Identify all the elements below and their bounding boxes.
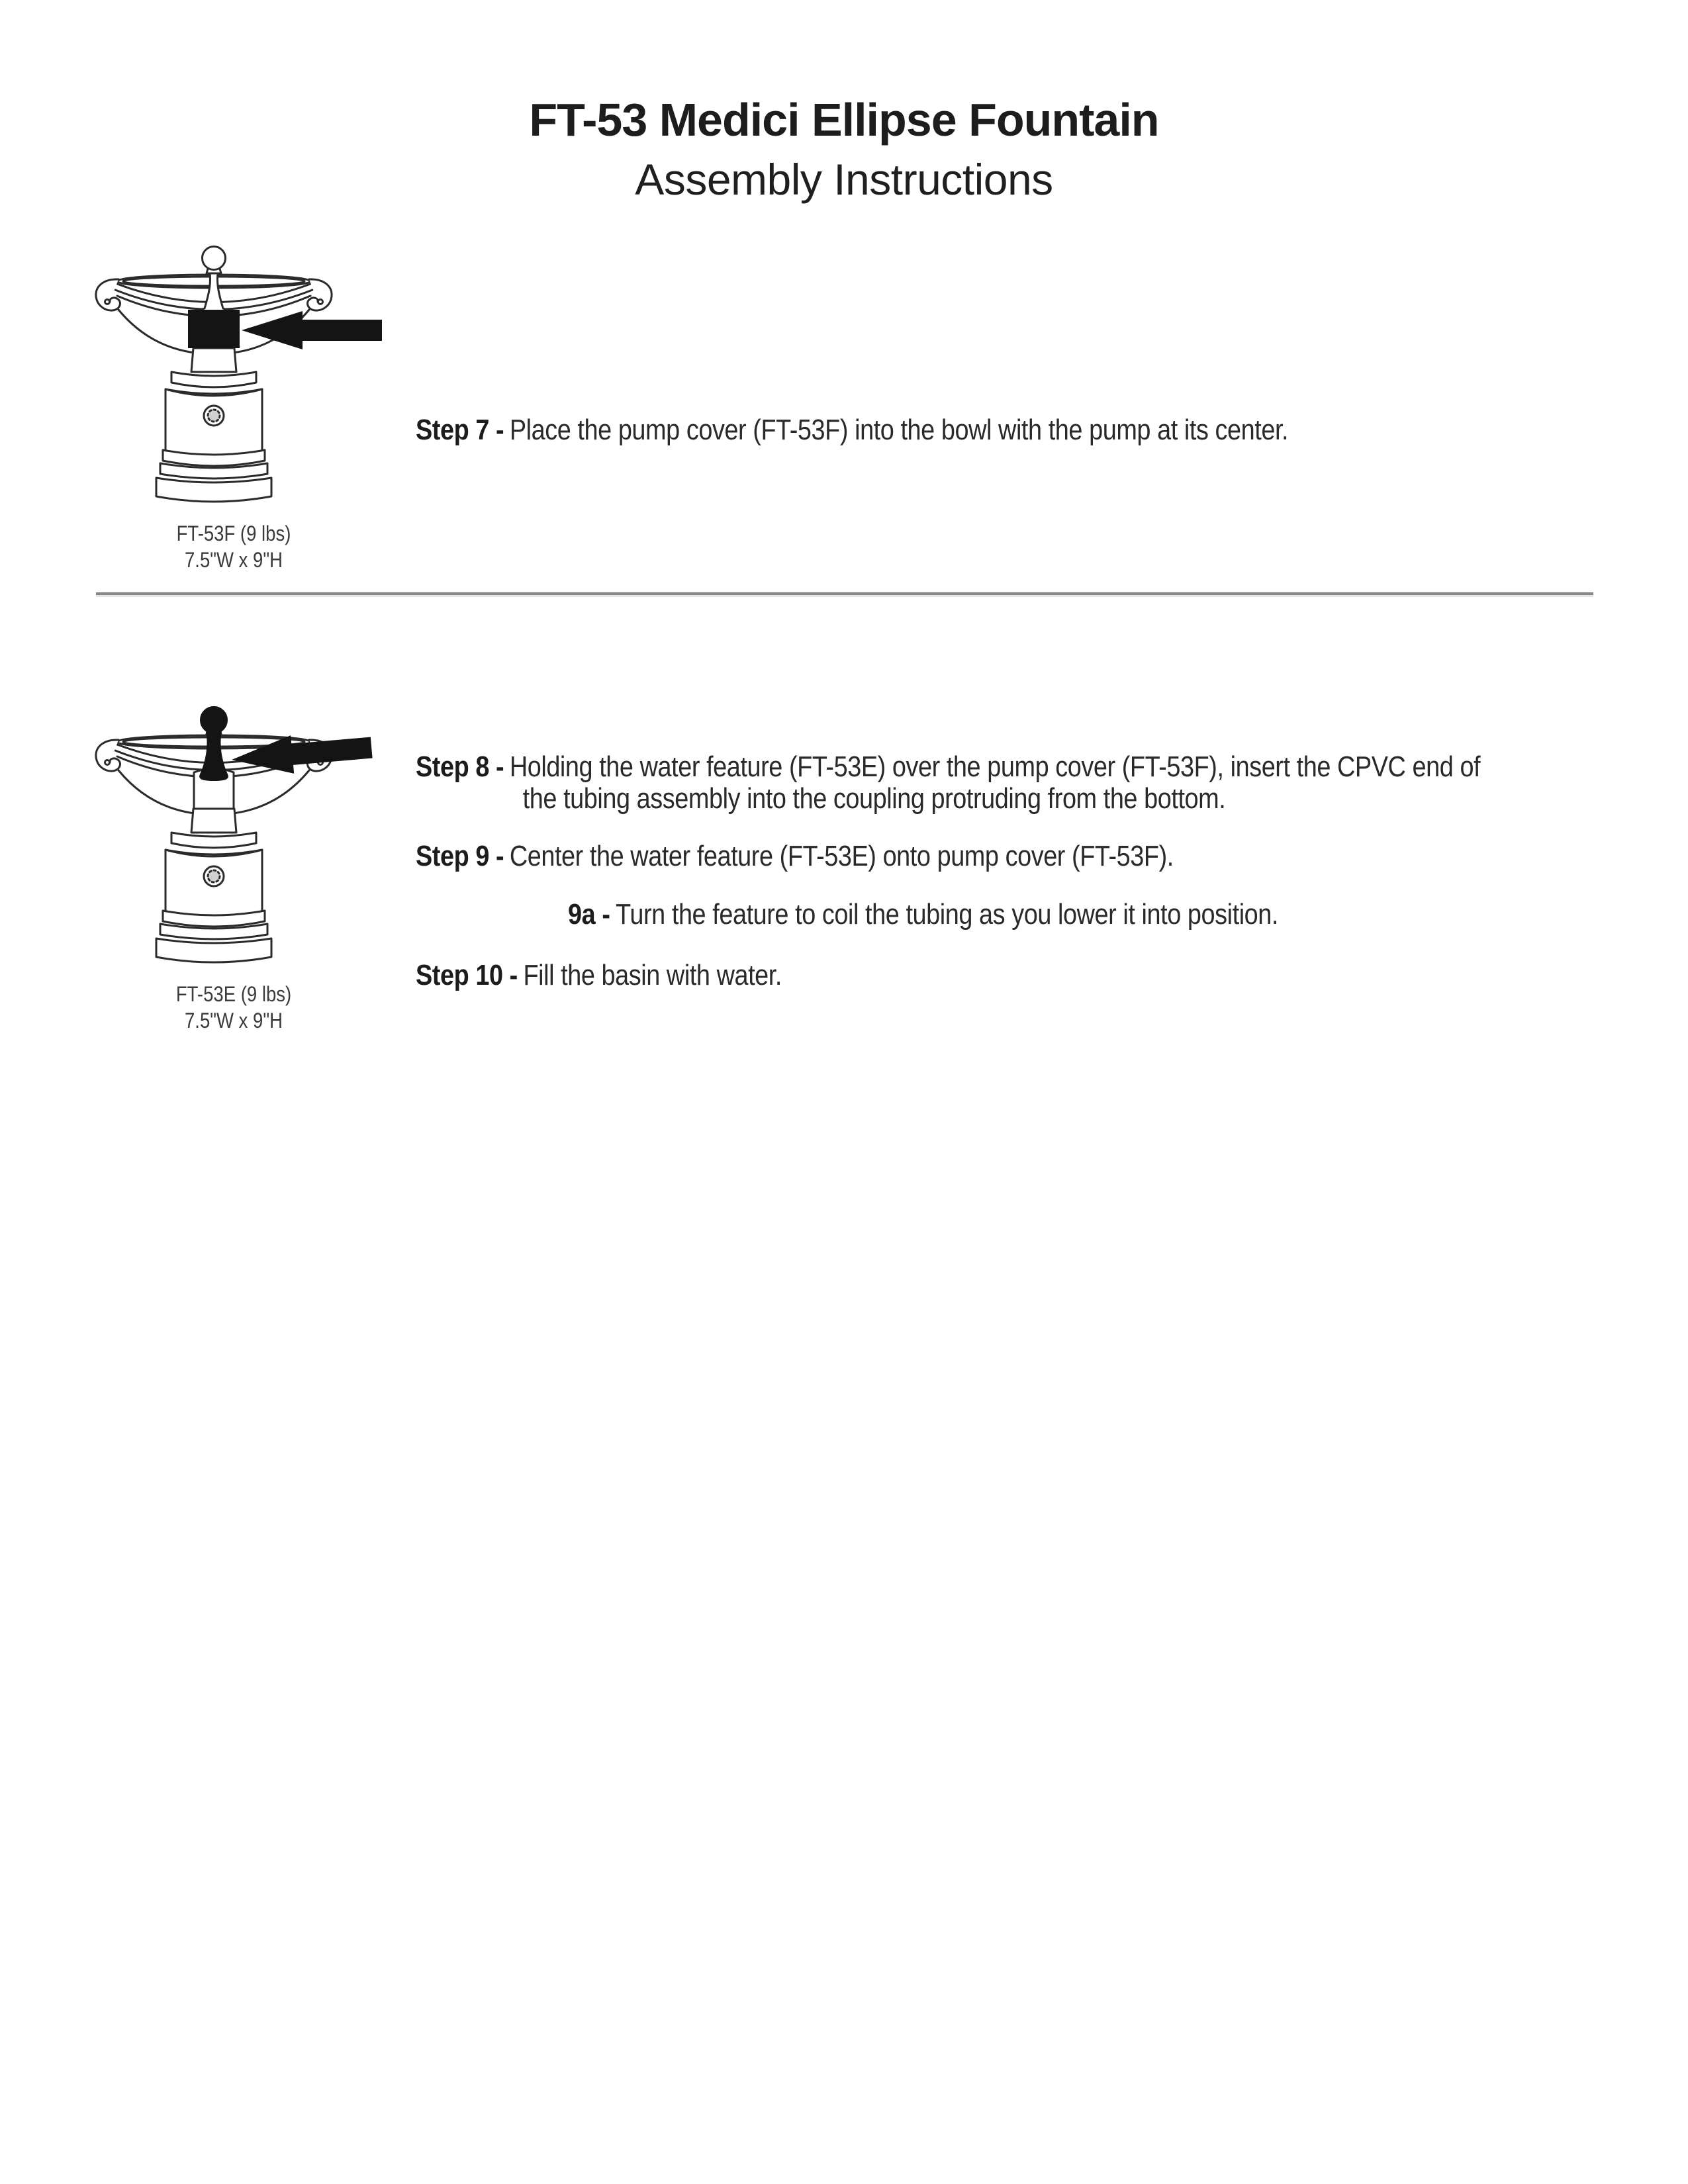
step-text: Place the pump cover (FT-53F) into the bowl with the pump at its center.: [509, 414, 1289, 446]
step-9a: [568, 899, 1278, 931]
page-subtitle: Assembly Instructions: [635, 155, 1053, 204]
page-title: FT-53 Medici Ellipse Fountain: [529, 94, 1159, 146]
step-text: Center the water feature (FT-53E) onto pump cover (FT-53F).: [509, 840, 1174, 872]
figure-dimensions: 7.5"W x 9"H: [184, 1009, 283, 1032]
step-text-continued: the tubing assembly into the coupling protruding from the bottom.: [522, 782, 1226, 815]
figure-part-number: FT-53E (9 lbs): [175, 982, 292, 1006]
figure-caption-ft53f: [109, 520, 359, 573]
step-text: Holding the water feature (FT-53E) over the pump cover (FT-53F), insert the CPVC end of: [509, 751, 1481, 783]
step-label: 9a -: [568, 898, 610, 931]
step-9: [416, 841, 1174, 872]
fountain-illustration-ft53f: [88, 244, 393, 508]
fountain-line-art: [96, 247, 332, 502]
fountain-illustration-ft53e: [88, 704, 393, 969]
section-divider: [96, 592, 1593, 595]
step-label: Step 7 -: [416, 414, 504, 446]
step-label: Step 9 -: [416, 840, 504, 872]
pump-cover-highlight: [188, 310, 240, 348]
step-10: [416, 960, 782, 991]
step-8: [416, 751, 1480, 815]
step-text: Turn the feature to coil the tubing as you lower it into position.: [616, 898, 1278, 931]
step-7: [416, 414, 1288, 446]
arrow-left-icon: [242, 311, 382, 349]
figure-dimensions: 7.5"W x 9"H: [184, 548, 283, 572]
figure-part-number: FT-53F (9 lbs): [176, 522, 291, 545]
step-label: Step 10 -: [416, 959, 518, 991]
step-text: Fill the basin with water.: [523, 959, 782, 991]
step-label: Step 8 -: [416, 751, 504, 783]
figure-caption-ft53e: [109, 981, 359, 1034]
